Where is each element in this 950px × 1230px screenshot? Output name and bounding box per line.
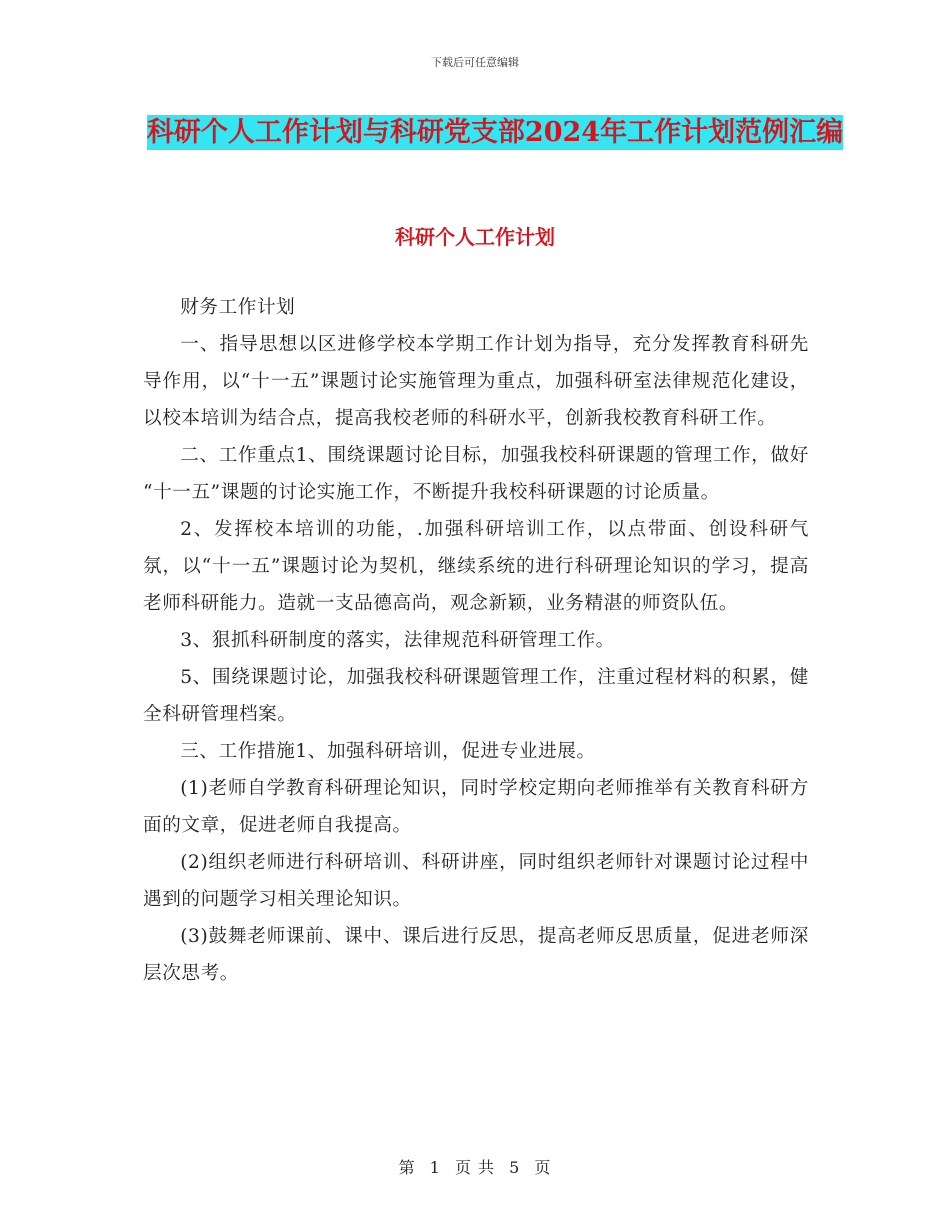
paragraph: (3)鼓舞老师课前、课中、课后进行反思，提高老师反思质量，促进老师深层次思考。: [143, 926, 809, 984]
paragraph: 二、工作重点1、围绕课题讨论目标，加强我校科研课题的管理工作，做好 “十一五”课题的讨论实施工作，不断提升我校科研课题的讨论质量。: [143, 445, 809, 503]
page-footer: [0, 1155, 950, 1178]
header-note: 下载后可任意编辑: [431, 56, 519, 69]
footer-middle: 页 共: [454, 1158, 496, 1177]
paragraph: 三、工作措施1、加强科研培训，促进专业进展。: [180, 741, 596, 762]
paragraph: (2)组织老师进行科研培训、科研讲座，同时组织老师针对课题讨论过程中遇到的问题学习相关理论知识。: [143, 852, 809, 910]
paragraph: 5、围绕课题讨论，加强我校科研课题管理工作，注重过程材料的积累，健全科研管理档案。: [143, 667, 809, 725]
paragraph: 财务工作计划: [180, 297, 296, 318]
document-title: [140, 110, 850, 156]
document-body: [143, 289, 809, 992]
paragraph: 3、狠抓科研制度的落实，法律规范科研管理工作。: [180, 630, 615, 651]
section-title: 科研个人工作计划: [395, 225, 555, 249]
paragraph: 一、指导思想以区进修学校本学期工作计划为指导，充分发挥教育科研先导作用，以“十一五”课题讨论实施管理为重点，加强科研室法律规范化建设，以校本培训为结合点，提高我校老师的科研水平，创新我校教育科研工作。: [143, 334, 809, 429]
document-title-text: 科研个人工作计划与科研党支部2024年工作计划范例汇编: [146, 117, 844, 148]
paragraph: 2、发挥校本培训的功能，.加强科研培训工作，以点带面、创设科研气氛，以“十一五”课题讨论为契机，继续系统的进行科研理论知识的学习，提高老师科研能力。造就一支品德高尚，观念新颖，业务精湛的师资队伍。: [143, 519, 809, 614]
current-page-number: 1: [429, 1158, 441, 1177]
total-pages-number: 5: [509, 1158, 521, 1177]
paragraph: (1)老师自学教育科研理论知识，同时学校定期向老师推举有关教育科研方面的文章，促进老师自我提高。: [143, 778, 809, 836]
footer-prefix: 第: [398, 1158, 416, 1177]
footer-suffix: 页: [534, 1158, 552, 1177]
